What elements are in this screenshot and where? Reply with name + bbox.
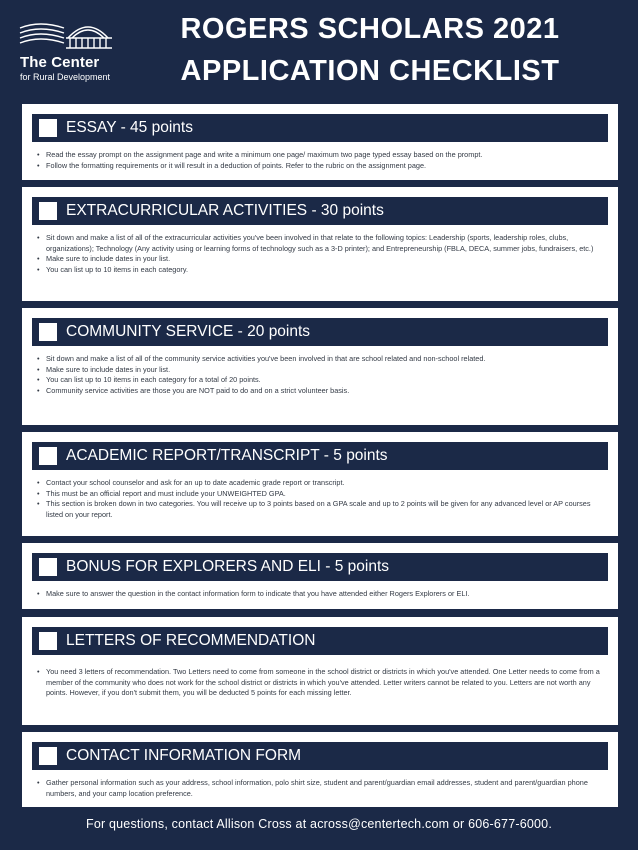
section-list: [36, 478, 606, 520]
section-list: [36, 667, 606, 699]
community-service-section: [22, 308, 618, 425]
list-item: • Make sure to include dates in your list.: [36, 365, 606, 376]
checkbox[interactable]: [39, 119, 57, 137]
header: [0, 0, 638, 98]
section-title: ESSAY - 45 points: [66, 119, 193, 136]
section-title: ACADEMIC REPORT/TRANSCRIPT - 5 points: [66, 447, 388, 464]
section-header: [32, 553, 608, 581]
list-item: • You need 3 letters of recommendation. Two Letters need to come from someone in the school district or districts in which you've attended. One Letter needs to come from a member of the community who does not work for the school district or districts in which you've attended. Letter writers cannot be related to you. Letters are not worth any points. However, if you don't submit them, you will be deducted 5 points for each missing letter.: [36, 667, 606, 699]
section-title: BONUS FOR EXPLORERS AND ELI - 5 points: [66, 558, 390, 575]
list-item: • Read the essay prompt on the assignment page and write a minimum one page/ maximum two page typed essay based on the prompt.: [36, 150, 606, 161]
page-title: [150, 8, 590, 92]
title-line-1: ROGERS SCHOLARS 2021: [180, 13, 560, 45]
list-item: • This must be an official report and must include your UNWEIGHTED GPA.: [36, 489, 606, 500]
logo: [18, 14, 122, 86]
footer-contact: For questions, contact Allison Cross at across@centertech.com or 606-677-6000.: [85, 817, 552, 831]
list-item: • Follow the formatting requirements or it will result in a deduction of points. Refer to the rubric on the assignment page.: [36, 161, 606, 172]
checkbox[interactable]: [39, 632, 57, 650]
logo-subtitle: for Rural Development: [20, 72, 111, 82]
section-title: EXTRACURRICULAR ACTIVITIES - 30 points: [66, 202, 384, 219]
list-item: • This section is broken down in two categories. You will receive up to 3 points based on a GPA scale and up to 2 points will be given for any advanced level or AP courses listed on your report.: [36, 499, 606, 520]
section-header: [32, 114, 608, 142]
bonus-section: [22, 543, 618, 609]
section-list: [36, 778, 606, 799]
essay-section: [22, 104, 618, 180]
list-item: • You can list up to 10 items in each category for a total of 20 points.: [36, 375, 606, 386]
section-title: CONTACT INFORMATION FORM: [66, 747, 302, 764]
checkbox[interactable]: [39, 323, 57, 341]
checkbox[interactable]: [39, 558, 57, 576]
center-building-logo-icon: [18, 14, 122, 54]
checkbox[interactable]: [39, 747, 57, 765]
contact-information-section: [22, 732, 618, 807]
academic-report-section: [22, 432, 618, 536]
list-item: • You can list up to 10 items in each category.: [36, 265, 606, 276]
section-title: COMMUNITY SERVICE - 20 points: [66, 323, 311, 340]
list-item: • Make sure to answer the question in the contact information form to indicate that you have attended either Rogers Explorers or ELI.: [36, 589, 606, 600]
title-line-2: APPLICATION CHECKLIST: [180, 55, 560, 87]
list-item: • Sit down and make a list of all of the extracurricular activities you've been involved in that relate to the following topics: Leadership (sports, leadership roles, clubs, organizations); Technology (Any activity using or learning forms of technology such as a 3-D printer); and Entrepreneurship (FBLA, DECA, summer jobs, fundraisers, etc.): [36, 233, 606, 254]
section-header: [32, 627, 608, 655]
letters-of-recommendation-section: [22, 617, 618, 725]
list-item: • Gather personal information such as your address, school information, polo shirt size, student and parent/guardian email addresses, student and parent/guardian phone numbers, and your camp location preference.: [36, 778, 606, 799]
section-list: [36, 589, 606, 600]
list-item: • Sit down and make a list of all of the community service activities you've been involved in that are school related and non-school related.: [36, 354, 606, 365]
section-list: [36, 150, 606, 171]
section-header: [32, 442, 608, 470]
logo-name: The Center: [20, 54, 100, 71]
section-title: LETTERS OF RECOMMENDATION: [66, 632, 316, 649]
list-item: • Make sure to include dates in your list.: [36, 254, 606, 265]
section-list: [36, 354, 606, 396]
extracurricular-section: [22, 187, 618, 301]
checkbox[interactable]: [39, 447, 57, 465]
section-header: [32, 197, 608, 225]
list-item: • Community service activities are those you are NOT paid to do and on a strict volunteer basis.: [36, 386, 606, 397]
checkbox[interactable]: [39, 202, 57, 220]
section-header: [32, 742, 608, 770]
section-header: [32, 318, 608, 346]
section-list: [36, 233, 606, 275]
list-item: • Contact your school counselor and ask for an up to date academic grade report or transcript.: [36, 478, 606, 489]
